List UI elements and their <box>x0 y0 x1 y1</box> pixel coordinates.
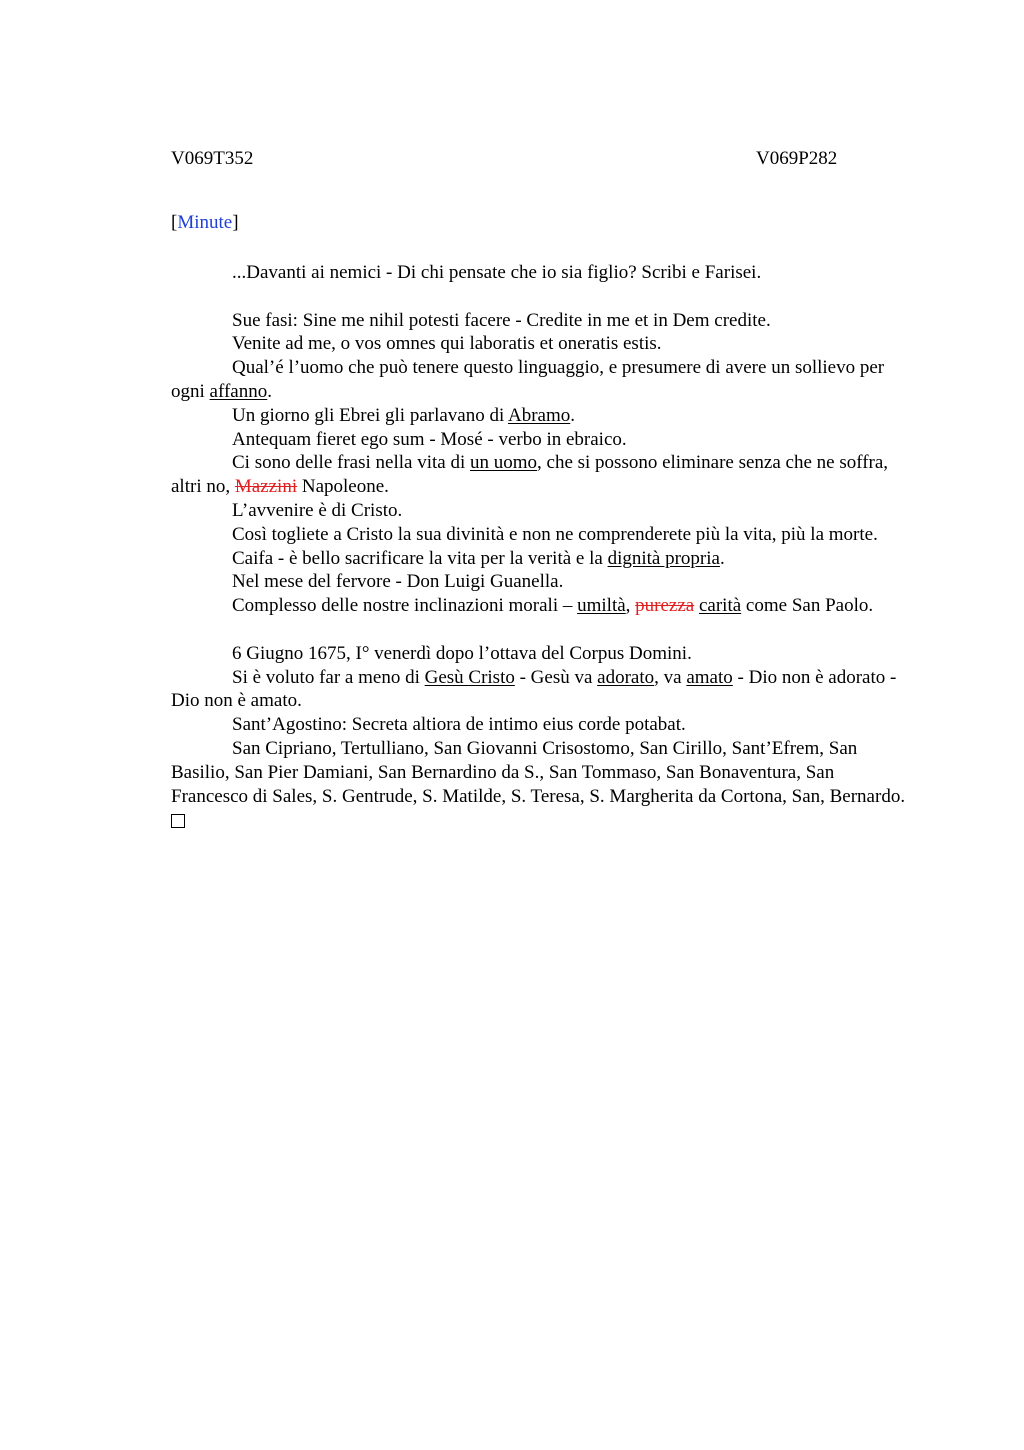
text-span: Napoleone. <box>297 476 389 498</box>
text-span: Qual’é l’uomo che può tenere questo linguaggio, e presumere di avere un sollievo per ogni <box>171 357 885 402</box>
paragraph-14 <box>171 666 915 714</box>
paragraph-10 <box>171 547 915 571</box>
underlined-word: adorato <box>597 666 655 688</box>
deleted-word: purezza <box>635 595 695 617</box>
underlined-word: Gesù Cristo <box>424 666 515 688</box>
paragraph-16: San Cipriano, Tertulliano, San Giovanni Crisostomo, San Cirillo, Sant’Efrem, San Basilio, San Pier Damiani, San Bernardino da S., San Tommaso, San Bonaventura, San Francesco di Sales, S. Gentrude, S. Matilde, S. Teresa, S. Margherita da Cortona, San, Bernardo. <box>171 737 906 807</box>
text-span: - Dio non è adorato - Dio non è amato. <box>171 666 897 712</box>
open-bracket: [ <box>171 212 178 233</box>
text-span: , che si possono eliminare senza che ne soffra, altri no, <box>171 452 889 498</box>
text-span: . <box>570 404 575 426</box>
underlined-word: amato <box>686 666 733 688</box>
paragraph-15: Sant’Agostino: Secreta altiora de intimo eius corde potabat. <box>232 714 686 736</box>
document-page <box>171 140 915 835</box>
text-span: come San Paolo. <box>741 595 874 617</box>
end-marker <box>171 808 915 835</box>
text-span: - Gesù va <box>514 666 598 688</box>
text-span: Ci sono delle frasi nella vita di <box>232 452 470 474</box>
paragraph-1: ...Davanti ai nemici - Di chi pensate che io sia figlio? Scribi e Farisei. <box>232 262 762 283</box>
right-code: V069P282 <box>756 148 838 169</box>
paragraph-gap <box>171 618 915 642</box>
underlined-word: umiltà <box>577 595 626 617</box>
text-span: Si è voluto far a meno di <box>232 666 425 688</box>
underlined-word: affanno <box>209 380 268 402</box>
text-span: Un giorno gli Ebrei gli parlavano di <box>232 404 508 426</box>
end-square-icon <box>171 814 185 828</box>
document-header <box>171 140 915 169</box>
paragraph-12 <box>171 594 915 618</box>
text-span: , <box>625 595 636 617</box>
section-label <box>171 211 915 235</box>
text-span: . <box>267 380 272 402</box>
paragraph-11: Nel mese del fervore - Don Luigi Guanella. <box>232 571 564 593</box>
text-span: . <box>719 547 725 569</box>
underlined-word: Abramo <box>507 404 571 426</box>
text-span: , va <box>654 666 687 688</box>
underlined-word: un uomo <box>469 452 538 474</box>
text-span: Caifa - è bello sacrificare la vita per la verità e la <box>232 547 608 569</box>
underlined-word: dignità propria <box>607 547 720 569</box>
paragraph-13: 6 Giugno 1675, I° venerdì dopo l’ottava del Corpus Domini. <box>232 642 692 664</box>
paragraph-2: Sue fasi: Sine me nihil potesti facere - Credite in me et in Dem credite. <box>232 309 771 331</box>
paragraph-8: L’avvenire è di Cristo. <box>232 499 403 521</box>
close-bracket: ] <box>232 212 239 233</box>
deleted-word: Mazzini <box>234 476 298 498</box>
paragraph-5 <box>171 404 915 428</box>
paragraph-4 <box>171 356 915 404</box>
paragraph-6: Antequam fieret ego sum - Mosé - verbo in ebraico. <box>232 428 627 450</box>
left-code: V069T352 <box>171 148 254 169</box>
paragraph-9: Così togliete a Cristo la sua divinità e non ne comprenderete più la vita, più la morte. <box>232 523 878 545</box>
document-body <box>171 261 915 835</box>
section-label-text: Minute <box>177 212 233 233</box>
paragraph-7 <box>171 451 915 499</box>
paragraph-3: Venite ad me, o vos omnes qui laboratis et oneratis estis. <box>232 333 662 355</box>
paragraph-gap <box>171 285 915 309</box>
text-span: Complesso delle nostre inclinazioni morali – <box>232 595 578 617</box>
underlined-word: carità <box>698 595 742 617</box>
